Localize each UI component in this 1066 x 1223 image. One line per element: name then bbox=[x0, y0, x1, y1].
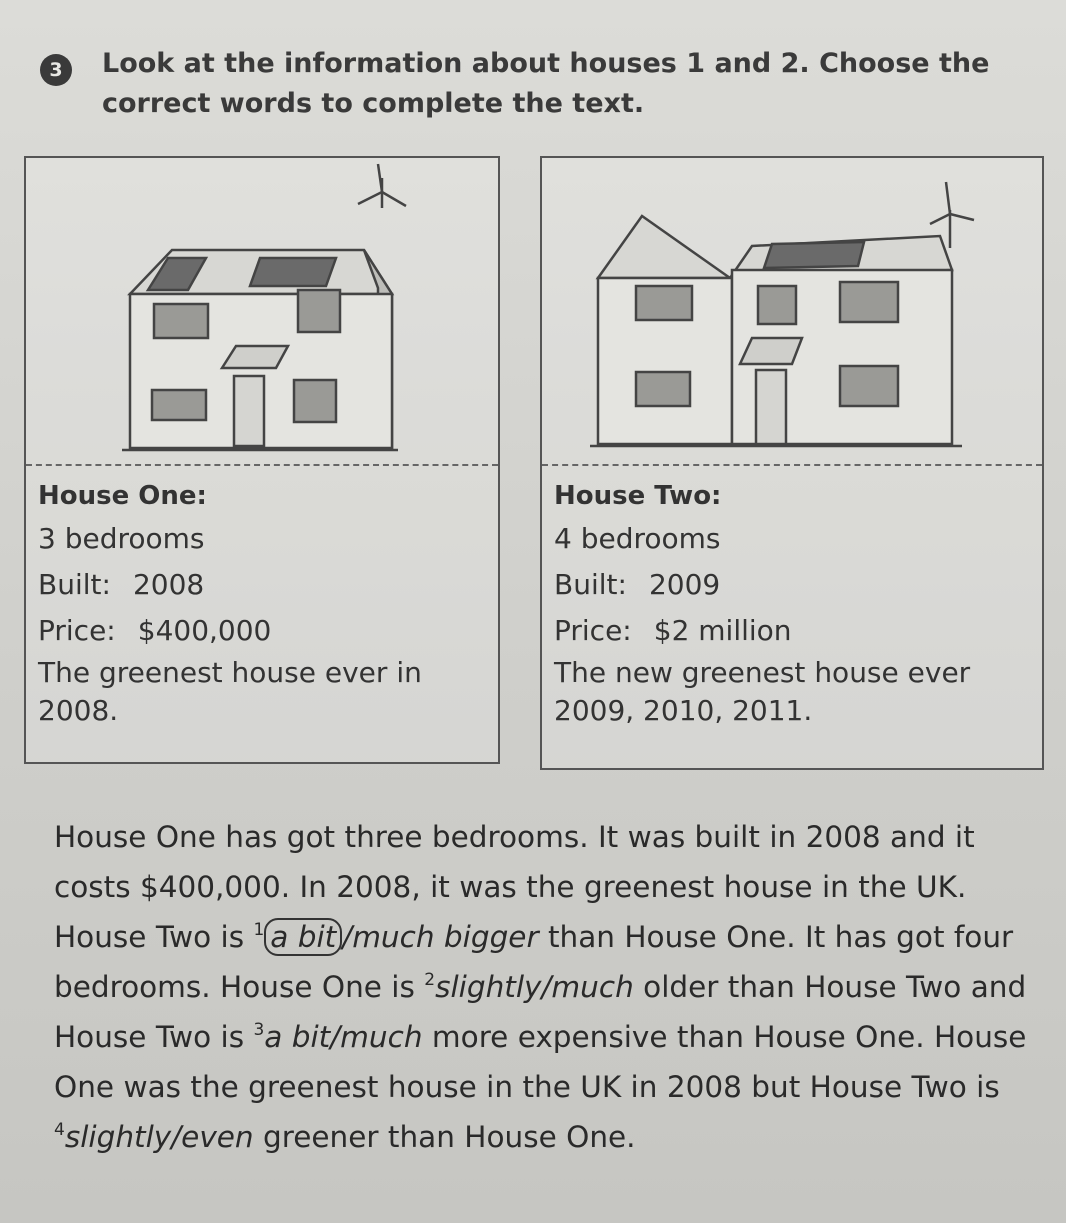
gap-number-3: 3 bbox=[253, 1020, 265, 1040]
house-two-price bbox=[554, 608, 1014, 654]
gap-number-4: 4 bbox=[54, 1120, 65, 1140]
passage-text: more expensive than House One. House One was the greenest house in the UK in 2008 but House Two is bbox=[54, 1020, 1027, 1104]
gap-number-2: 2 bbox=[424, 970, 436, 990]
house-one-price bbox=[38, 608, 498, 654]
price-label: Price: bbox=[554, 614, 632, 647]
passage-text: older than House Two and House Two is bbox=[54, 970, 1027, 1054]
built-label: Built: bbox=[38, 568, 111, 601]
house-one-title: House One: bbox=[38, 481, 207, 511]
passage-paragraph bbox=[54, 812, 1054, 1162]
exercise-number-badge: 3 bbox=[40, 54, 72, 86]
gap-number-1: 1 bbox=[253, 920, 265, 940]
house-one-note: The greenest house ever in 2008. bbox=[38, 656, 422, 727]
choice-1-rest[interactable]: /much bigger bbox=[342, 920, 539, 954]
passage-text: greener than House One. bbox=[253, 1120, 636, 1154]
passage-text: House One has got three bedrooms. It was built in 2008 and it costs $400,000. In 2008, it was the greenest house in the UK. House Two is bbox=[54, 820, 975, 954]
house-two-card bbox=[540, 156, 1044, 770]
house-two-bedrooms: 4 bedrooms bbox=[554, 522, 721, 555]
built-value: 2009 bbox=[648, 568, 721, 601]
price-value: $400,000 bbox=[137, 614, 272, 647]
choice-4[interactable]: slightly/even bbox=[64, 1120, 254, 1154]
choice-1-selected[interactable]: a bit bbox=[264, 918, 342, 956]
choice-1[interactable] bbox=[264, 920, 538, 954]
built-value: 2008 bbox=[132, 568, 205, 601]
card-divider bbox=[542, 464, 1042, 466]
price-label: Price: bbox=[38, 614, 116, 647]
house-two-info bbox=[554, 476, 1014, 730]
house-two-illustration bbox=[542, 158, 1042, 462]
passage-text: than House One. It has got four bedrooms. House One is bbox=[54, 920, 1014, 1004]
house-one-built bbox=[38, 562, 498, 608]
choice-2[interactable]: slightly/much bbox=[435, 970, 634, 1004]
house-two-note: The new greenest house ever 2009, 2010, 2011. bbox=[554, 656, 971, 727]
built-label: Built: bbox=[554, 568, 627, 601]
house-one-bedrooms: 3 bedrooms bbox=[38, 522, 205, 555]
house-one-illustration bbox=[26, 158, 498, 462]
price-value: $2 million bbox=[653, 614, 792, 647]
house-one-card bbox=[24, 156, 500, 764]
house-two-built bbox=[554, 562, 1014, 608]
house-one-drawing bbox=[26, 158, 498, 462]
house-two-title: House Two: bbox=[554, 481, 722, 511]
house-one-info bbox=[38, 476, 498, 730]
completion-passage bbox=[54, 812, 1054, 1162]
exercise-instruction: Look at the information about houses 1 and 2. Choose the correct words to complete the text. bbox=[102, 48, 990, 119]
choice-3[interactable]: a bit/much bbox=[264, 1020, 423, 1054]
house-two-drawing bbox=[542, 158, 1042, 462]
card-divider bbox=[26, 464, 498, 466]
